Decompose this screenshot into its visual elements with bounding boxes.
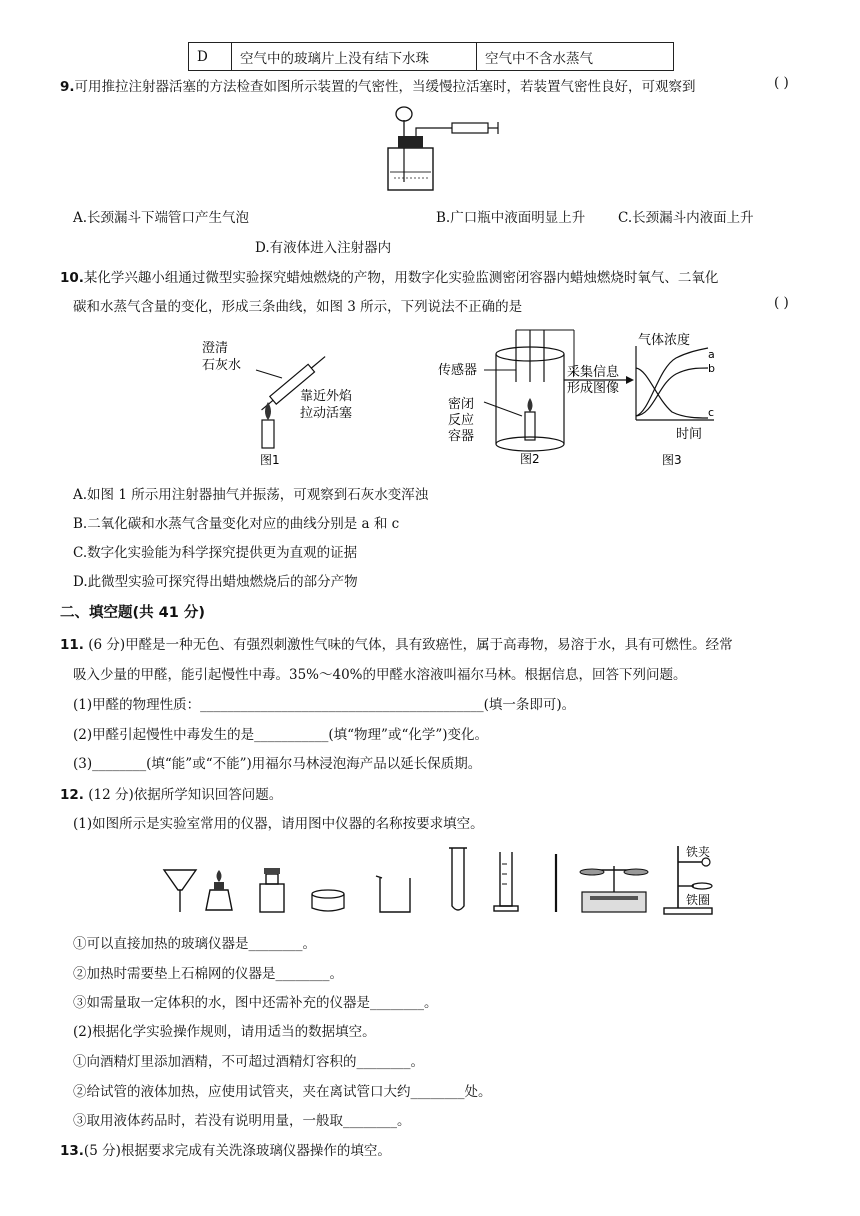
section-title: 二、填空题(共 41 分)	[60, 605, 206, 621]
q12-rule3: ③取用液体药品时，若没有说明用量，一般取________。	[73, 1113, 411, 1129]
q9-paren: ( )	[774, 75, 789, 91]
table-row	[189, 43, 674, 71]
q11-stem-line2: 吸入少量的甲醛，能引起慢性中毒。35%～40%的甲醛水溶液叫福尔马林。根据信息，回答下列问题。	[73, 667, 687, 683]
fig2-label-form-image: 形成图像	[567, 381, 620, 396]
q13-stem	[60, 1139, 391, 1159]
q11-stem-line1	[60, 633, 733, 653]
fig1-caption: 图1	[260, 453, 280, 466]
fig2-label-sensor: 传感器	[438, 363, 478, 378]
figure-1-syringe-candle	[196, 336, 376, 466]
q10-paren: ( )	[774, 295, 789, 311]
q9-text: 可用推拉注射器活塞的方法检查如图所示装置的气密性，当缓慢拉活塞时，若装置气密性良好，可观察到	[74, 79, 696, 95]
table-cell-conclusion: 空气中不含水蒸气	[477, 43, 674, 71]
answer-table	[188, 42, 674, 71]
fig2-caption: 图2	[520, 452, 540, 466]
q12-rule1: ①向酒精灯里添加酒精，不可超过酒精灯容积的________。	[73, 1054, 424, 1070]
fig1-label-clear: 澄清	[202, 341, 229, 356]
q12-sub2: (2)根据化学实验操作规则，请用适当的数据填空。	[73, 1024, 376, 1040]
q12-rule2: ②给试管的液体加热，应使用试管夹，夹在离试管口大约________处。	[73, 1084, 492, 1100]
q12-sub1: (1)如图所示是实验室常用的仪器，请用图中仪器的名称按要求填空。	[73, 816, 484, 832]
q12-number: 12.	[60, 787, 84, 803]
fig2-label-collect: 采集信息	[567, 365, 620, 380]
q13-number: 13.	[60, 1143, 84, 1159]
lab-instruments-figure	[150, 840, 740, 920]
fig1-label-outer-flame: 靠近外焰	[300, 389, 353, 404]
q9-option-d: D.有液体进入注射器内	[255, 240, 392, 256]
fig3-label-a: a	[708, 348, 715, 361]
beaker-icon	[376, 876, 410, 912]
q10-stem-line1	[60, 266, 718, 286]
label-iron-clamp: 铁夹	[686, 845, 711, 859]
q12-item2: ②加热时需要垫上石棉网的仪器是________。	[73, 966, 343, 982]
fig2-label-reaction: 反应	[448, 413, 475, 428]
test-tube-icon	[449, 848, 467, 910]
fig3-label-c: c	[708, 406, 715, 419]
q12-item1: ①可以直接加热的玻璃仪器是________。	[73, 936, 316, 952]
q9-option-a: A.长颈漏斗下端管口产生气泡	[73, 210, 250, 226]
q11-sub1: (1)甲醛的物理性质：__________________________________________(填一条即可)。	[73, 697, 576, 713]
reagent-bottle-icon	[260, 868, 284, 912]
fig2-label-container: 容器	[448, 429, 475, 444]
q11-sub3: (3)________(填“能”或“不能”)用福尔马林浸泡海产品以延长保质期。	[73, 756, 482, 772]
table-cell-label: D	[189, 43, 232, 71]
q10-option-a: A.如图 1 所示用注射器抽气并振荡，可观察到石灰水变浑浊	[73, 487, 429, 503]
q11-number: 11.	[60, 637, 84, 653]
table-cell-phenomenon: 空气中的玻璃片上没有结下水珠	[232, 43, 477, 71]
q11-text-1: (6 分)甲醛是一种无色、有强烈刺激性气味的气体，具有致癌性，属于高毒物，易溶于水，具有可燃性。经常	[83, 637, 733, 653]
fig1-label-limewater: 石灰水	[202, 358, 242, 373]
q9-stem	[60, 75, 696, 95]
q9-option-b: B.广口瓶中液面明显上升	[436, 210, 586, 226]
fig3-label-b: b	[708, 362, 715, 375]
q12-item3: ③如需量取一定体积的水，图中还需补充的仪器是________。	[73, 995, 438, 1011]
curve-a	[636, 348, 708, 416]
q10-text-1: 某化学兴趣小组通过微型实验探究蜡烛燃烧的产物，用数字化实验监测密闭容器内蜡烛燃烧时氧气、二氧化	[83, 270, 719, 286]
q10-option-b: B.二氧化碳和水蒸气含量变化对应的曲线分别是 a 和 c	[73, 516, 400, 532]
q11-sub2: (2)甲醛引起慢性中毒发生的是___________(填“物理”或“化学”)变化。	[73, 727, 489, 743]
fig2-label-sealed: 密闭	[448, 397, 475, 412]
fig3-y-label: 气体浓度	[638, 333, 691, 348]
airtightness-apparatus-figure	[380, 102, 500, 194]
figure-3-concentration-graph	[628, 328, 724, 466]
q9-number: 9.	[60, 79, 75, 95]
q13-text: (5 分)根据要求完成有关洗涤玻璃仪器操作的填空。	[83, 1143, 391, 1159]
label-iron-ring: 铁圈	[686, 893, 711, 907]
figure-2-sensor-container	[436, 320, 636, 466]
fig3-x-label: 时间	[676, 427, 703, 442]
q10-option-d: D.此微型实验可探究得出蜡烛燃烧后的部分产物	[73, 574, 358, 590]
curve-b	[636, 368, 708, 416]
balance-icon	[580, 866, 648, 912]
q9-option-c: C.长颈漏斗内液面上升	[618, 210, 754, 226]
graduated-cylinder-icon	[494, 852, 518, 911]
q10-number: 10.	[60, 270, 84, 286]
fig1-label-pull-plunger: 拉动活塞	[300, 406, 353, 421]
q10-option-c: C.数字化实验能为科学探究提供更为直观的证据	[73, 545, 358, 561]
funnel-icon	[164, 870, 196, 912]
evaporating-dish-icon	[312, 890, 344, 911]
fig3-caption: 图3	[662, 453, 682, 466]
q12-stem	[60, 783, 282, 803]
q10-stem-line2: 碳和水蒸气含量的变化，形成三条曲线，如图 3 所示，下列说法不正确的是	[73, 299, 523, 315]
q12-text: (12 分)依据所学知识回答问题。	[83, 787, 283, 803]
alcohol-lamp-icon	[206, 870, 232, 910]
